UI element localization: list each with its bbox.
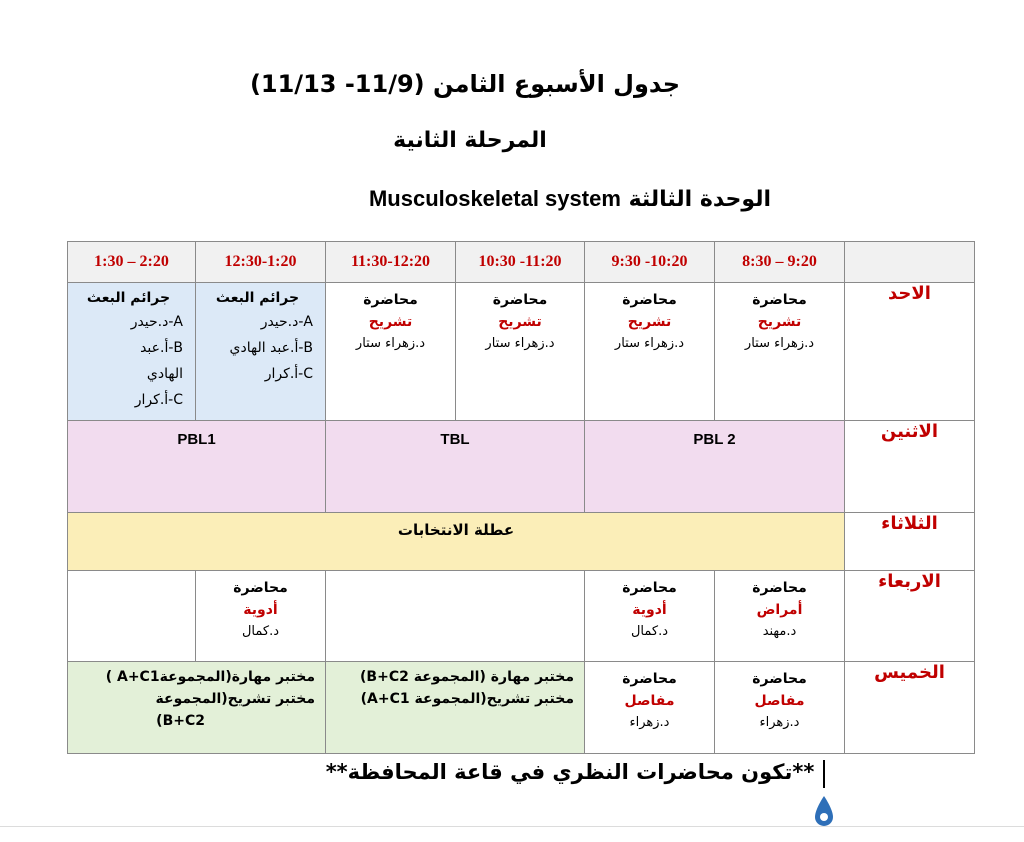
text-cursor xyxy=(823,760,825,788)
research-group-b-line1: B-أ.عبد xyxy=(140,340,183,356)
thu-slot-1 xyxy=(715,662,845,754)
lecture-label: محاضرة xyxy=(752,292,807,308)
monday-pbl1: PBL1 xyxy=(68,421,326,513)
doctor: د.كمال xyxy=(241,624,280,639)
schedule-table xyxy=(67,241,975,754)
doctor: د.زهراء ستار xyxy=(355,336,426,351)
row-monday xyxy=(68,421,975,513)
lab-line: مختبر تشريح(المجموعة A+C1) xyxy=(360,691,574,707)
monday-tbl: TBL xyxy=(326,421,585,513)
time-slot-3: 10:30 -11:20 xyxy=(456,242,585,283)
lab-line: مختبر مهارة(المجموعةA+C1 ) xyxy=(105,669,315,685)
lab-line: مختبر تشريح(المجموعة xyxy=(155,691,315,707)
thursday-lab-afternoon xyxy=(68,662,326,754)
wed-slot-6 xyxy=(68,571,196,662)
research-group-b: B-أ.عبد الهادي xyxy=(229,340,313,356)
page-bottom-line xyxy=(0,826,1024,827)
lecture-label: محاضرة xyxy=(752,580,807,596)
time-slot-4: 11:30-12:20 xyxy=(326,242,456,283)
footnote: **تكون محاضرات النظري في قاعة المحافظة** xyxy=(325,760,815,784)
doctor: د.زهراء ستار xyxy=(485,336,555,351)
sun-slot-2 xyxy=(585,283,715,421)
monday-pbl2: PBL 2 xyxy=(585,421,845,513)
doctor: د.زهراء xyxy=(759,715,800,730)
day-thursday: الخميس xyxy=(845,662,975,754)
sun-slot-1 xyxy=(715,283,845,421)
research-group-a: A-د.حيدر xyxy=(130,314,183,330)
research-label: جرائم البعث xyxy=(86,290,171,306)
wed-slot-5 xyxy=(196,571,326,662)
doctor: د.كمال xyxy=(630,624,669,639)
research-group-b-line2: الهادي xyxy=(146,366,183,382)
lecture-label: محاضرة xyxy=(622,292,677,308)
day-tuesday: الثلاثاء xyxy=(845,513,975,571)
lecture-label: محاضرة xyxy=(622,580,677,596)
time-slot-6: 1:30 – 2:20 xyxy=(68,242,196,283)
row-wednesday xyxy=(68,571,975,662)
lecture-label: محاضرة xyxy=(622,671,677,687)
doctor: د.مهند xyxy=(762,624,797,639)
time-slot-1: 8:30 – 9:20 xyxy=(715,242,845,283)
row-tuesday xyxy=(68,513,975,571)
research-group-c: C-أ.كرار xyxy=(264,366,313,382)
thursday-lab-midday xyxy=(326,662,585,754)
wed-slot-2 xyxy=(585,571,715,662)
subject: مفاصل xyxy=(624,693,675,709)
tuesday-holiday: عطلة الانتخابات xyxy=(68,513,845,571)
thu-slot-2 xyxy=(585,662,715,754)
time-header-row xyxy=(68,242,975,283)
row-sunday xyxy=(68,283,975,421)
schedule-title: جدول الأسبوع الثامن (11/9- 11/13) xyxy=(249,70,681,98)
subject: تشريح xyxy=(627,314,672,330)
lab-line: مختبر مهارة (المجموعة B+C2) xyxy=(360,669,574,685)
sun-slot-6 xyxy=(68,283,196,421)
header-corner xyxy=(845,242,975,283)
subject: أمراض xyxy=(756,602,803,618)
sun-slot-3 xyxy=(456,283,585,421)
unit-title-arabic: الوحدة الثالثة xyxy=(628,187,771,212)
research-group-a: A-د.حيدر xyxy=(260,314,313,330)
doctor: د.زهراء ستار xyxy=(614,336,685,351)
subject: أدوية xyxy=(632,602,667,618)
unit-title-english: Musculoskeletal system xyxy=(368,186,621,211)
research-group-c: C-أ.كرار xyxy=(134,392,183,408)
doctor: د.زهراء ستار xyxy=(744,336,815,351)
wed-slot-3-4 xyxy=(326,571,585,662)
lecture-label: محاضرة xyxy=(363,292,418,308)
subject: تشريح xyxy=(368,314,413,330)
subject: تشريح xyxy=(757,314,802,330)
day-sunday: الاحد xyxy=(845,283,975,421)
stage-title: المرحلة الثانية xyxy=(393,128,547,153)
lecture-label: محاضرة xyxy=(492,292,548,308)
subject: أدوية xyxy=(243,602,278,618)
day-monday: الاثنين xyxy=(845,421,975,513)
water-drop-icon[interactable] xyxy=(812,795,836,829)
unit-title xyxy=(260,186,880,212)
subject: مفاصل xyxy=(754,693,805,709)
wed-slot-1 xyxy=(715,571,845,662)
research-label: جرائم البعث xyxy=(215,290,300,306)
sun-slot-4 xyxy=(326,283,456,421)
day-wednesday: الاربعاء xyxy=(845,571,975,662)
row-thursday xyxy=(68,662,975,754)
doctor: د.زهراء xyxy=(629,715,670,730)
time-slot-5: 12:30-1:20 xyxy=(196,242,326,283)
lecture-label: محاضرة xyxy=(233,580,288,596)
sun-slot-5 xyxy=(196,283,326,421)
lecture-label: محاضرة xyxy=(752,671,807,687)
lab-line: B+C2) xyxy=(156,713,205,729)
time-slot-2: 9:30 -10:20 xyxy=(585,242,715,283)
subject: تشريح xyxy=(498,314,542,330)
